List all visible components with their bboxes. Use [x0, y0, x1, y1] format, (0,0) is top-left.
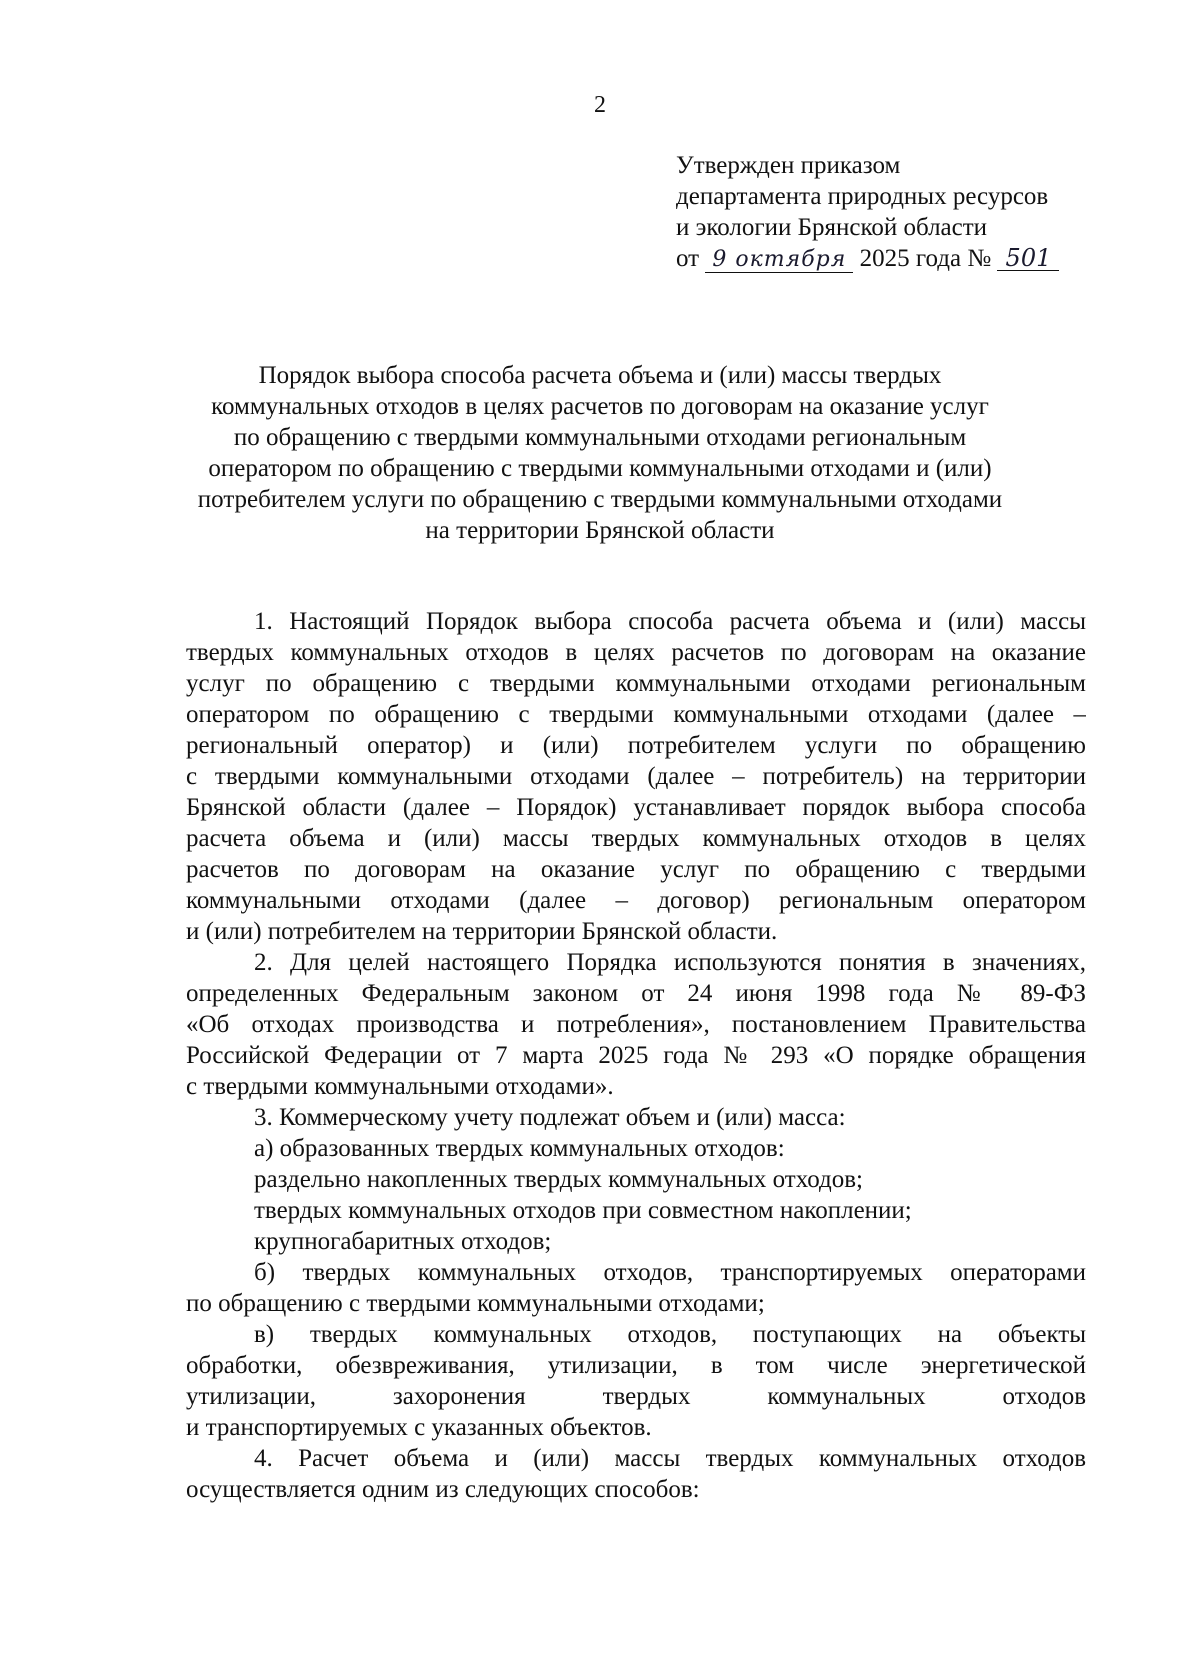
handwritten-date: 9 октября — [705, 248, 853, 273]
body-line: 4. Расчет объема и (или) массы твердых коммунальных отходов — [254, 1445, 1086, 1472]
title-line: на территории Брянской области — [425, 517, 775, 544]
body-line: утилизации, захоронения твердых коммунальных отходов — [186, 1383, 1086, 1410]
body-line: а) образованных твердых коммунальных отходов: — [254, 1135, 785, 1162]
body-line: Российской Федерации от 7 марта 2025 года № 293 «О порядке обращения — [186, 1042, 1086, 1069]
title-line: коммунальных отходов в целях расчетов по договорам на оказание услуг — [211, 393, 989, 420]
approval-year-number-label: 2025 года № — [859, 245, 992, 272]
approval-line-2: департамента природных ресурсов — [676, 183, 1049, 210]
body-line: с твердыми коммунальными отходами (далее – потребитель) на территории — [186, 763, 1086, 790]
body-line: и транспортируемых с указанных объектов. — [186, 1414, 652, 1441]
body-line: расчетов по договорам на оказание услуг по обращению с твердыми — [186, 856, 1086, 883]
body-line: раздельно накопленных твердых коммунальных отходов; — [254, 1166, 863, 1193]
title-line: Порядок выбора способа расчета объема и (или) массы твердых — [258, 362, 942, 389]
document-body — [186, 606, 1086, 1505]
page-number: 2 — [594, 92, 606, 118]
title-line: оператором по обращению с твердыми коммунальными отходами и (или) — [208, 455, 992, 482]
approval-prefix: от — [676, 245, 700, 272]
body-line: б) твердых коммунальных отходов, транспортируемых операторами — [254, 1259, 1086, 1286]
body-line: 1. Настоящий Порядок выбора способа расчета объема и (или) массы — [254, 608, 1086, 635]
body-line: оператором по обращению с твердыми коммунальными отходами (далее – — [186, 701, 1086, 728]
approval-line-1: Утвержден приказом — [676, 152, 901, 179]
body-line: по обращению с твердыми коммунальными отходами; — [186, 1290, 765, 1317]
body-line: в) твердых коммунальных отходов, поступающих на объекты — [254, 1321, 1086, 1348]
body-line: определенных Федеральным законом от 24 июня 1998 года № 89-ФЗ — [186, 980, 1086, 1007]
body-line: осуществляется одним из следующих способов: — [186, 1476, 700, 1503]
title-line: по обращению с твердыми коммунальными отходами региональным — [233, 424, 967, 451]
body-line: 3. Коммерческому учету подлежат объем и (или) масса: — [254, 1104, 846, 1131]
body-line: услуг по обращению с твердыми коммунальными отходами региональным — [186, 670, 1086, 697]
body-line: расчета объема и (или) массы твердых коммунальных отходов в целях — [186, 825, 1086, 852]
body-line: с твердыми коммунальными отходами». — [186, 1073, 614, 1100]
body-line: «Об отходах производства и потребления», постановлением Правительства — [186, 1011, 1086, 1038]
approval-line-3: и экологии Брянской области — [676, 214, 988, 241]
body-line: и (или) потребителем на территории Брянской области. — [186, 918, 778, 945]
body-line: твердых коммунальных отходов в целях расчетов по договорам на оказание — [186, 639, 1086, 666]
body-line: обработки, обезвреживания, утилизации, в том числе энергетической — [186, 1352, 1086, 1379]
body-line: 2. Для целей настоящего Порядка используются понятия в значениях, — [254, 949, 1086, 976]
body-line: региональный оператор) и (или) потребителем услуги по обращению — [186, 732, 1086, 759]
handwritten-order-number: 501 — [997, 246, 1059, 271]
body-line: Брянской области (далее – Порядок) устанавливает порядок выбора способа — [186, 794, 1086, 821]
body-line: коммунальными отходами (далее – договор) региональным оператором — [186, 887, 1086, 914]
body-line: твердых коммунальных отходов при совместном накоплении; — [254, 1197, 912, 1224]
approval-line-4 — [676, 243, 1136, 274]
body-line: крупногабаритных отходов; — [254, 1228, 552, 1255]
title-line: потребителем услуги по обращению с твердыми коммунальными отходами — [197, 486, 1003, 513]
document-title — [140, 360, 1060, 546]
approval-block — [676, 150, 1136, 274]
